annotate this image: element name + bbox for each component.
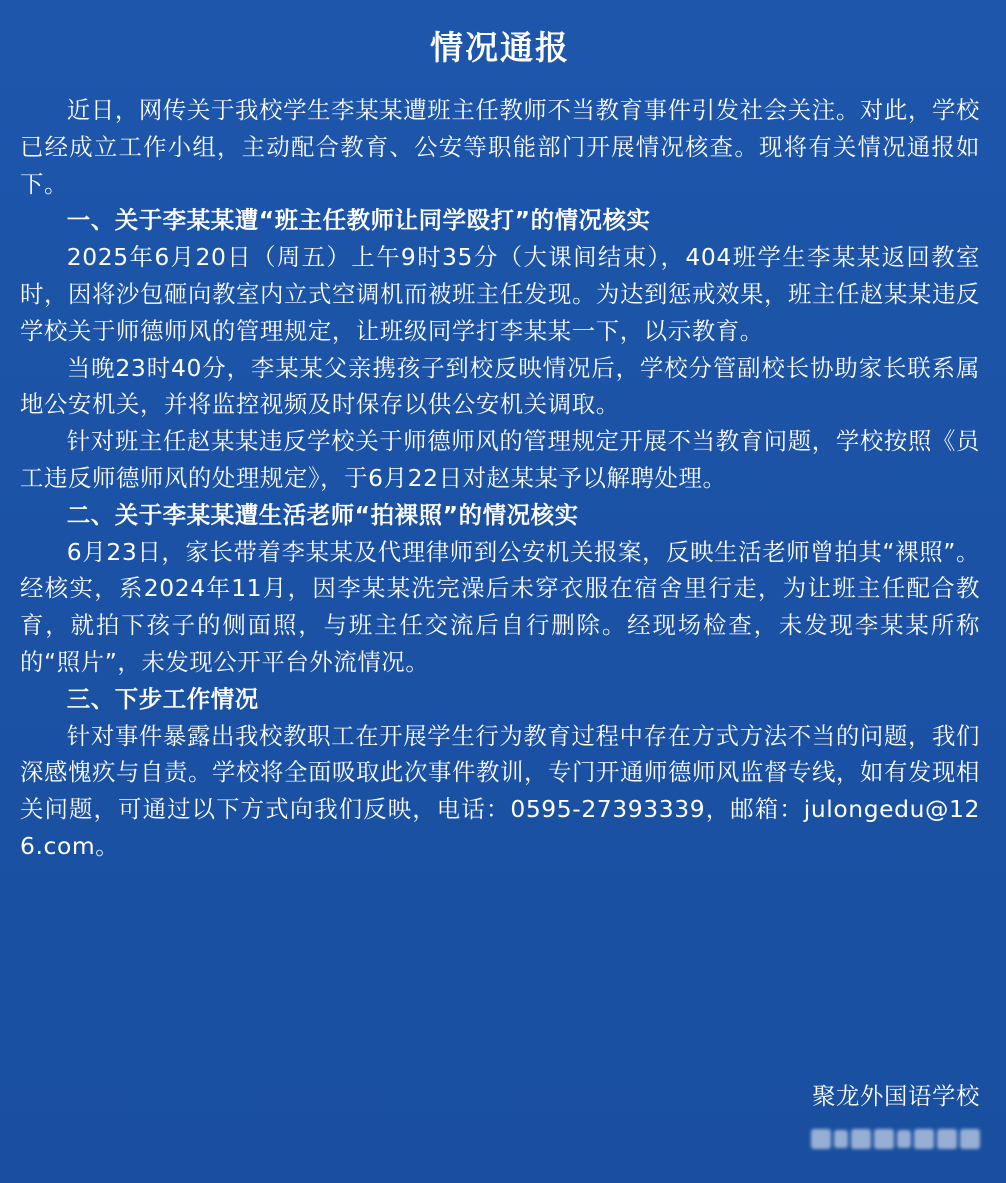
section-heading-3: 三、下步工作情况 (66, 684, 259, 713)
watermark-glyph-icon (834, 1130, 848, 1148)
section-2-paragraph-1: 6月23日，家长带着李某某及代理律师到公安机关报案，反映生活老师曾拍其“裸照”。经核实，系2024年11月，因李某某洗完澡后未穿衣服在宿舍里行走，为让班主任配合教育，就拍下孩子的侧面照，与班主任交流后自行删除。经现场检查，未发现李某某所称的“照片”，未发现公开平台外流情况。 (20, 537, 980, 676)
notice-title: 情况通报 (430, 28, 570, 67)
watermark-glyph-icon (851, 1129, 871, 1149)
section-3-paragraph-1: 针对事件暴露出我校教职工在开展学生行为教育过程中存在方式方法不当的问题，我们深感愧疚与自责。学校将全面吸取此次事件教训，专门开通师德师风监督专线，如有发现相关问题，可通过以下方式向我们反映，电话：0595-27393339，邮箱：julongedu@126.com。 (20, 721, 980, 860)
watermark-glyph-icon (937, 1129, 957, 1149)
watermark-glyph-icon (914, 1129, 934, 1149)
watermark-glyph-icon (960, 1129, 980, 1149)
intro-paragraph: 近日，网传关于我校学生李某某遭班主任教师不当教育事件引发社会关注。对此，学校已经成立工作小组，主动配合教育、公安等职能部门开展情况核查。现将有关情况通报如下。 (20, 96, 980, 198)
section-1-paragraph-3: 针对班主任赵某某违反学校关于师德师风的管理规定开展不当教育问题，学校按照《员工违反师德师风的处理规定》，于6月22日对赵某某予以解聘处理。 (20, 427, 980, 492)
section-heading-2: 二、关于李某某遭生活老师“拍裸照”的情况核实 (66, 500, 579, 529)
section-1-paragraph-2: 当晚23时40分，李某某父亲携孩子到校反映情况后，学校分管副校长协助家长联系属地公安机关，并将监控视频及时保存以供公安机关调取。 (20, 353, 980, 419)
school-signature: 聚龙外国语学校 (812, 1082, 980, 1110)
notice-body (20, 92, 980, 865)
watermark-glyph-icon (874, 1129, 894, 1149)
watermark-glyph-icon (811, 1129, 831, 1149)
blurred-watermark-icon (794, 1122, 980, 1156)
section-heading-1: 一、关于李某某遭“班主任教师让同学殴打”的情况核实 (66, 206, 651, 235)
section-1-paragraph-1: 2025年6月20日（周五）上午9时35分（大课间结束），404班学生李某某返回教室时，因将沙包砸向教室内立式空调机而被班主任发现。为达到惩戒效果，班主任赵某某违反学校关于师德师风的管理规定，让班级同学打李某某一下，以示教育。 (20, 243, 980, 345)
watermark-glyph-icon (897, 1130, 911, 1148)
